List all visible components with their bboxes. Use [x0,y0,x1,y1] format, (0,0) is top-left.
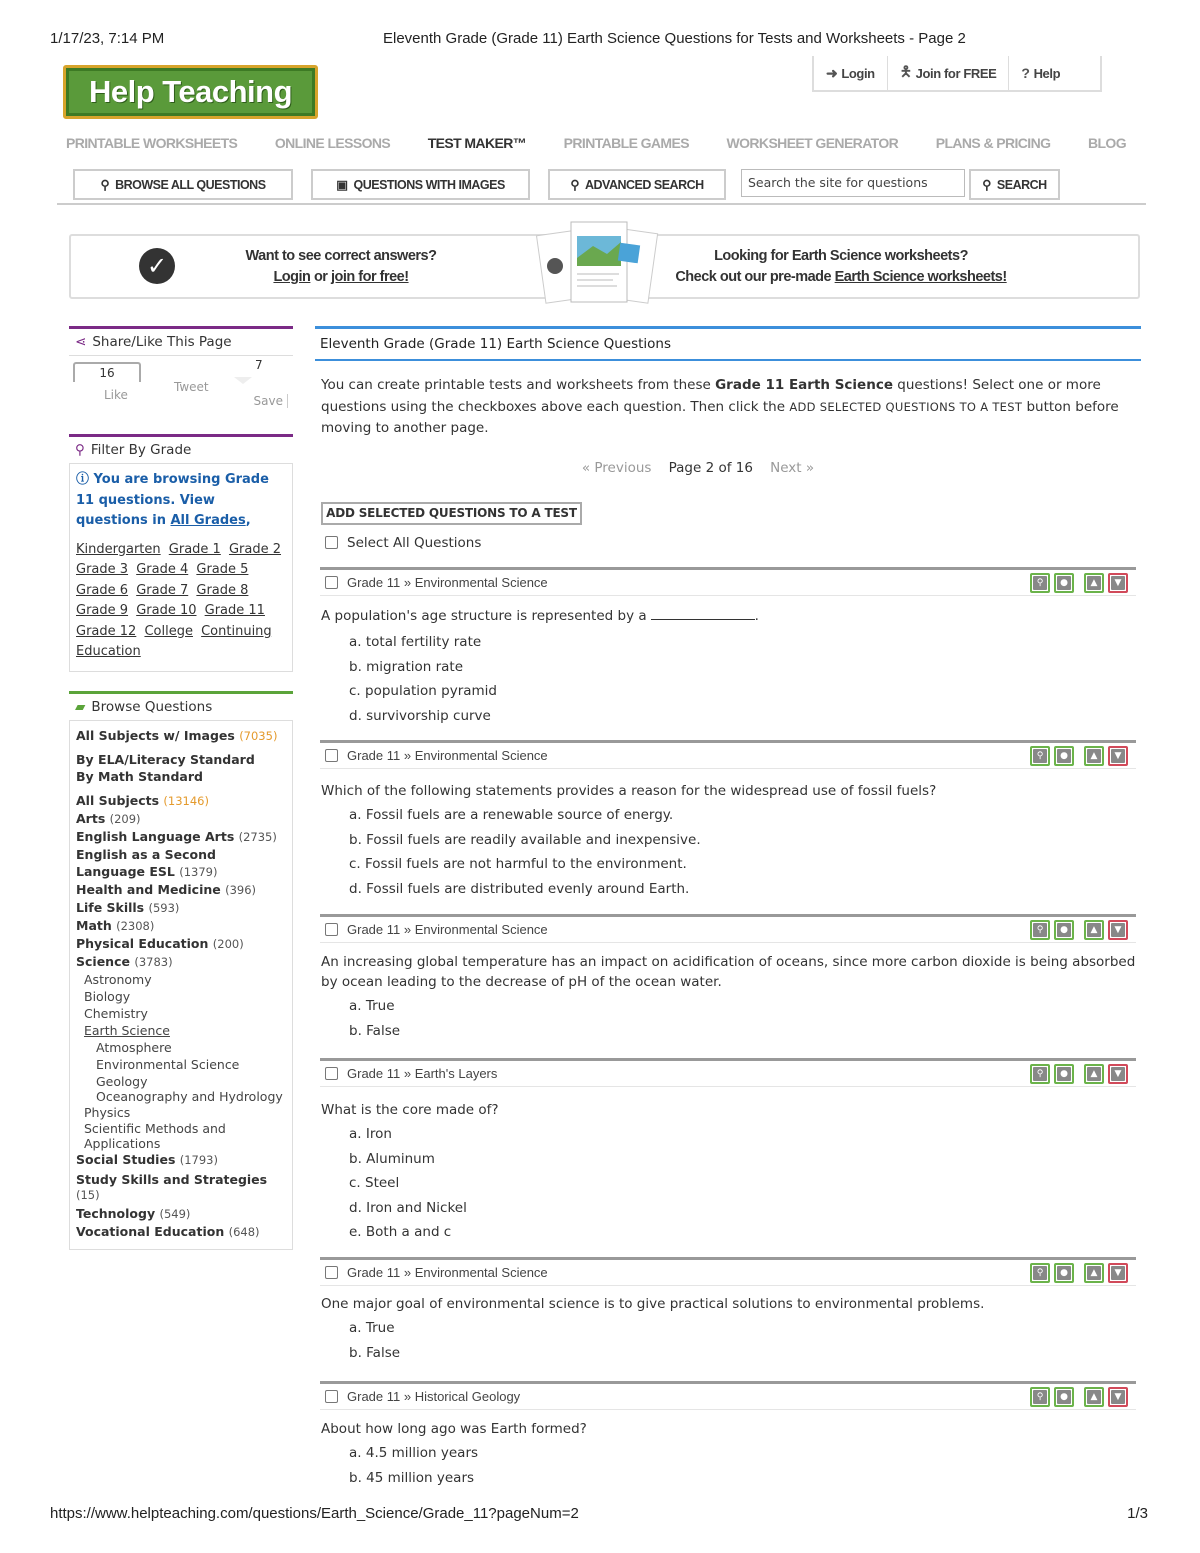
question-card [320,1257,1136,1365]
question-header [320,1257,1136,1286]
header-divider [57,203,1146,205]
subject-link[interactable]: Arts (209) [76,811,141,826]
promo-banner [69,234,1140,299]
subcategory-link[interactable]: Environmental Science [96,1057,240,1072]
browse-panel [69,691,293,1250]
image-icon: ▣ [336,178,348,192]
question-category: Grade 11 » Environmental Science [347,1265,548,1280]
answer-blank [651,608,755,620]
subcategory-link[interactable]: Physics [84,1105,131,1120]
grade-link[interactable]: Grade 12 [76,623,137,639]
page-indicator: Page 2 of 16 [668,459,753,476]
question-card [320,914,1136,1043]
preview-button[interactable] [1030,1387,1050,1407]
answer-option: c. Steel [349,1175,400,1191]
subject-link[interactable]: Technology (549) [76,1206,191,1221]
magnifier-icon: ⚲ [1033,1266,1047,1280]
earth-science-worksheets-link[interactable]: Earth Science worksheets! [834,269,1007,285]
question-text: Which of the following statements provides a reason for the widespread use of fossil fuels? [321,783,937,799]
answer-list [320,1316,1136,1365]
question-text: One major goal of environmental science is to give practical solutions to environmental problems. [321,1296,985,1312]
question-card [320,567,1136,728]
answer-option: c. Fossil fuels are not harmful to the environment. [349,856,687,872]
grade-links [76,540,286,663]
person-icon: ● [1057,1067,1071,1081]
browse-panel-header [69,691,293,721]
grade-notice-text: You are browsing Grade 11 questions. View questions in [76,472,269,528]
author-button[interactable] [1054,920,1074,940]
grade-link[interactable]: Grade 6 [76,582,129,598]
grade-link[interactable]: Grade 2 [228,541,282,557]
subcategory-link[interactable]: Biology [84,989,131,1004]
question-header [320,914,1136,943]
login-link[interactable] [814,56,888,90]
binoculars-icon: ⚲ [100,178,110,192]
grade-link[interactable]: Grade 3 [76,562,129,577]
answer-option: b. Fossil fuels are readily available and inexpensive. [349,831,701,848]
join-link[interactable] [888,56,1010,90]
tweet-button[interactable]: Tweet [174,380,209,394]
filter-title: Filter By Grade [90,442,192,458]
add-selected-button[interactable]: ADD SELECTED QUESTIONS TO A TEST [321,502,582,525]
answer-option: d. Fossil fuels are distributed evenly around Earth. [349,880,690,897]
answer-option: c. population pyramid [349,683,497,699]
magnifier-icon: ⚲ [1033,923,1047,937]
subject-link[interactable]: English as a Second Language ESL (1379) [76,847,218,879]
answer-option: e. Both a and c [349,1224,452,1240]
question-checkbox[interactable] [325,1067,338,1080]
author-button[interactable] [1054,746,1074,766]
all-grades-link[interactable]: All Grades [170,513,246,528]
account-bar [812,56,1102,92]
browse-all-label: BROWSE ALL QUESTIONS [115,177,266,192]
subject-link[interactable]: Vocational Education (648) [76,1224,260,1239]
answer-option: b. False [349,1022,401,1039]
all-subjects-link[interactable]: All Subjects (13146) [76,793,209,808]
question-checkbox[interactable] [325,749,338,762]
preview-button[interactable] [1030,1263,1050,1283]
question-header [320,1381,1136,1410]
grade-link[interactable]: Grade 5 [196,562,249,577]
promo-or: or [313,269,328,285]
subject-link[interactable]: Science (3783) [76,954,173,969]
thumbs-up-icon: ▲ [1087,1067,1101,1081]
share-panel-header [69,326,293,356]
nav-blog[interactable]: BLOG [1087,135,1126,151]
subject-link[interactable]: Study Skills and Strategies (15) [76,1172,268,1202]
magnifier-icon: ⚲ [1033,576,1047,590]
grade-link[interactable]: Grade 8 [196,582,249,598]
grade-notice: ⓘ You are browsing Grade 11 questions. View questions in All Grades, [76,472,269,528]
person-icon: ● [1057,1266,1071,1280]
print-datetime: 1/17/23, 7:14 PM [50,30,165,47]
share-panel [69,326,293,413]
search-button[interactable] [969,169,1060,200]
question-tools [1030,1263,1128,1283]
person-icon: ● [1057,923,1071,937]
help-link[interactable] [1009,56,1072,90]
save-button[interactable]: Save [230,394,288,408]
worksheet-stack-image [533,218,663,308]
thumbs-up-button[interactable] [1084,1387,1104,1407]
select-all-checkbox[interactable] [325,536,338,549]
answer-option: b. Aluminum [349,1150,435,1167]
question-category: Grade 11 » Historical Geology [347,1389,521,1404]
question-checkbox[interactable] [325,923,338,936]
subject-link[interactable]: English Language Arts (2735) [76,829,277,844]
select-all-row [325,535,1141,551]
search-button-label: SEARCH [996,177,1047,192]
promo-login-link[interactable]: Login [273,269,311,285]
filter-panel-header [69,434,293,464]
subject-link[interactable]: Physical Education (200) [76,936,244,951]
advanced-search-label: ADVANCED SEARCH [584,177,704,192]
question-card [320,740,1136,901]
main-nav [66,135,1126,151]
question-category: Grade 11 » Environmental Science [347,922,548,937]
info-icon: ⓘ [76,472,90,487]
grade-link[interactable]: Grade 7 [136,582,189,598]
thumbs-down-button[interactable] [1108,746,1128,766]
thumbs-down-button[interactable] [1108,573,1128,593]
search-row [73,169,1063,201]
answer-option: b. migration rate [349,658,464,675]
question-text: A population's age structure is represented by a . [321,608,759,624]
author-button[interactable] [1054,573,1074,593]
answer-list [320,803,1136,901]
thumbs-down-button[interactable] [1108,920,1128,940]
answer-option: b. 45 million years [349,1469,475,1486]
search-icon: ⚲ [982,178,991,192]
thumbs-down-button[interactable] [1108,1064,1128,1084]
filter-body [69,464,293,672]
grade-link[interactable]: Grade 9 [76,603,129,618]
select-all-label: Select All Questions [347,534,482,551]
thumbs-down-icon: ▼ [1111,923,1125,937]
question-header [320,1058,1136,1087]
subcategory-link[interactable]: Scientific Methods and Applications [84,1121,226,1151]
print-url: https://www.helpteaching.com/questions/Earth_Science/Grade_11?pageNum=2 [50,1505,579,1522]
question-category: Grade 11 » Environmental Science [347,575,548,590]
question-card [320,1381,1136,1490]
save-arrow-icon [234,377,252,384]
question-checkbox[interactable] [325,1266,338,1279]
join-label: Join for FREE [915,65,997,81]
answer-list [320,1441,1136,1490]
answer-list [320,1122,1136,1245]
advanced-search-button[interactable] [548,169,726,200]
search-input[interactable]: Search the site for questions [741,169,965,197]
thumbs-up-icon: ▲ [1087,1390,1101,1404]
person-icon: ● [1057,749,1071,763]
worksheets-promo-heading: Looking for Earth Science worksheets? [714,248,968,264]
nav-worksheet-generator[interactable]: WORKSHEET GENERATOR [726,135,899,151]
answer-option: a. True [349,998,395,1014]
thumbs-down-icon: ▼ [1111,1390,1125,1404]
page-title: Eleventh Grade (Grade 11) Earth Science Questions [315,326,1141,361]
person-icon: ● [1057,576,1071,590]
worksheets-promo-prefix: Check out our pre-made [675,269,832,285]
nav-online-lessons[interactable]: ONLINE LESSONS [274,135,391,151]
like-count: 16 [73,362,141,382]
grade-link[interactable]: College [144,623,193,639]
login-label: Login [841,65,875,81]
subcategory-link[interactable]: Oceanography and Hydrology [96,1089,283,1104]
question-card [320,1058,1136,1245]
question-text: About how long ago was Earth formed? [321,1421,587,1437]
thumbs-down-icon: ▼ [1111,1266,1125,1280]
magnifier-icon: ⚲ [75,442,85,458]
filter-panel [69,434,293,672]
next-page-link[interactable]: Next » [770,459,815,476]
magnifier-icon: ⚲ [1033,1390,1047,1404]
question-header [320,740,1136,769]
thumbs-down-icon: ▼ [1111,749,1125,763]
question-checkbox[interactable] [325,576,338,589]
thumbs-down-icon: ▼ [1111,1067,1125,1081]
question-circle-icon: ? [1021,65,1030,81]
site-logo[interactable]: Help Teaching [63,65,318,119]
preview-button[interactable] [1030,573,1050,593]
worksheets-promo [651,246,1031,288]
magnifier-icon: ⚲ [1033,749,1047,763]
answer-option: d. survivorship curve [349,707,491,724]
nav-printable-worksheets[interactable]: PRINTABLE WORKSHEETS [66,135,238,151]
question-checkbox[interactable] [325,1390,338,1403]
nav-plans-pricing[interactable]: PLANS & PRICING [935,135,1051,151]
question-header [320,567,1136,596]
questions-with-images-label: QUESTIONS WITH IMAGES [353,177,505,192]
question-tools [1030,1387,1128,1407]
question-tools [1030,746,1128,766]
answers-promo [211,246,471,288]
thumbs-up-button[interactable] [1084,746,1104,766]
by-math-link[interactable]: By Math Standard [76,769,203,784]
thumbs-up-button[interactable] [1084,1263,1104,1283]
answer-option: b. False [349,1344,401,1361]
answer-option: d. Iron and Nickel [349,1199,467,1216]
answer-option: a. total fertility rate [349,634,482,650]
answer-option: a. Fossil fuels are a renewable source of energy. [349,807,674,823]
preview-button[interactable] [1030,746,1050,766]
preview-button[interactable] [1030,1064,1050,1084]
subject-link[interactable]: Math (2308) [76,918,155,933]
browse-title: Browse Questions [91,699,213,715]
share-icon: ⋖ [75,334,87,350]
thumbs-down-button[interactable] [1108,1387,1128,1407]
thumbs-up-button[interactable] [1084,573,1104,593]
author-button[interactable] [1054,1064,1074,1084]
question-tools [1030,573,1128,593]
browse-body [69,721,293,1250]
answers-promo-heading: Want to see correct answers? [245,248,437,264]
search-icon: ⚲ [570,178,579,192]
grade-link[interactable]: Kindergarten [76,541,161,557]
nav-test-maker[interactable]: TEST MAKER™ [427,135,527,151]
share-body [69,356,293,413]
thumbs-down-icon: ▼ [1111,576,1125,590]
question-text: What is the core made of? [321,1102,499,1118]
author-button[interactable] [1054,1263,1074,1283]
promo-join-link[interactable]: join for free! [330,269,409,285]
preview-button[interactable] [1030,920,1050,940]
answer-list [320,630,1136,728]
login-icon: ➜ [826,64,838,81]
previous-page-link[interactable]: « Previous [581,459,652,476]
browse-all-button[interactable] [73,169,293,200]
answer-option: a. Iron [349,1126,392,1142]
thumbs-up-button[interactable] [1084,1064,1104,1084]
thumbs-down-button[interactable] [1108,1263,1128,1283]
thumbs-up-icon: ▲ [1087,923,1101,937]
answer-option: a. 4.5 million years [349,1445,479,1461]
answer-list [320,994,1136,1043]
subcategory-link[interactable]: Atmosphere [96,1040,172,1055]
save-count: 7 [255,358,263,372]
print-page-number: 1/3 [1127,1505,1148,1522]
pagination [315,460,1141,476]
question-tools [1030,920,1128,940]
all-images-link[interactable]: All Subjects w/ Images (7035) [76,728,278,743]
subcategory-link[interactable]: Chemistry [84,1006,148,1021]
grade-link[interactable]: Grade 4 [136,562,189,577]
thumbs-up-icon: ▲ [1087,1266,1101,1280]
grade-link[interactable]: Grade 11 [204,603,265,618]
subject-link[interactable]: Social Studies (1793) [76,1152,218,1167]
subcategory-link[interactable]: Geology [96,1074,148,1089]
share-title: Share/Like This Page [92,334,232,350]
question-category: Grade 11 » Earth's Layers [347,1066,498,1081]
grade-link[interactable]: Grade 1 [168,541,221,557]
questions-with-images-button[interactable] [311,169,530,200]
print-title: Eleventh Grade (Grade 11) Earth Science Questions for Tests and Worksheets - Page 2 [383,30,966,47]
subject-link[interactable]: Health and Medicine (396) [76,882,257,897]
question-tools [1030,1064,1128,1084]
thumbs-up-button[interactable] [1084,920,1104,940]
thumbs-up-icon: ▲ [1087,749,1101,763]
nav-printable-games[interactable]: PRINTABLE GAMES [563,135,689,151]
like-button[interactable]: Like [104,388,128,402]
thumbs-up-icon: ▲ [1087,576,1101,590]
help-label: Help [1033,65,1061,81]
question-text: An increasing global temperature has an impact on acidification of oceans, since more carbon dioxide is being absorbed by ocean leading to the decrease of pH of the ocean water. [321,954,1136,990]
main-content [315,326,1141,551]
subcategory-link[interactable]: Astronomy [84,972,152,987]
folder-icon: ▰ [75,699,86,715]
magnifier-icon: ⚲ [1033,1067,1047,1081]
by-ela-link[interactable]: By ELA/Literacy Standard [76,752,255,767]
person-icon: ● [1057,1390,1071,1404]
subject-link[interactable]: Life Skills (593) [76,900,180,915]
checkmark-icon: ✓ [139,248,175,284]
author-button[interactable] [1054,1387,1074,1407]
grade-link[interactable]: Grade 10 [136,603,197,618]
question-category: Grade 11 » Environmental Science [347,748,548,763]
answer-option: a. True [349,1320,395,1336]
subcategory-link-current[interactable]: Earth Science [84,1023,170,1038]
intro-text: You can create printable tests and worksheets from these Grade 11 Earth Science questions! Select one or more questions using the checkboxes above each question. Then click the ADD SELECTED QUESTIONS TO A TEST button before moving to another page. [321,377,1119,436]
grade-link[interactable]: Continuing Education [76,623,272,659]
person-icon: 🯅 [899,63,912,79]
